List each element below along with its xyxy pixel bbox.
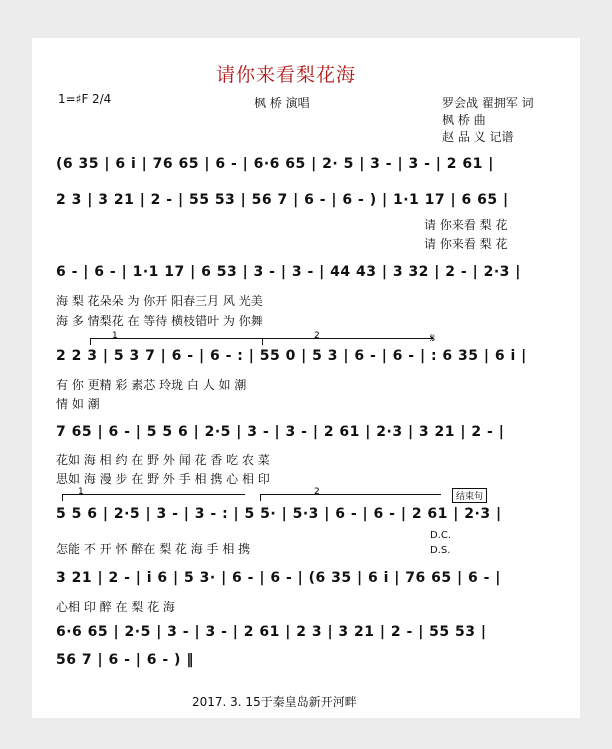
- lyrics-line-5-verse-2: 思如 海 漫 步 在 野 外 手 相 携 心 相 印: [56, 472, 270, 486]
- key-signature: 1=♯F: [58, 92, 89, 106]
- song-title: 请你来看梨花海: [216, 64, 357, 86]
- second-ending-bracket-2: [260, 494, 441, 501]
- score-sheet: [32, 38, 580, 718]
- score-line-1: (6 35 | 6 i | 76 65 | 6 - | 6·6 65 | 2· 5 | 3 - | 3 - | 2 61 |: [56, 156, 494, 172]
- date-place-note: 2017. 3. 15于秦皇岛新开河畔: [192, 695, 357, 709]
- score-line-9: 56 7 | 6 - | 6 - ) ‖: [56, 652, 194, 668]
- da-capo-mark: D.C.: [430, 530, 452, 541]
- lyricist-credit: 罗会战 翟拥军 词: [442, 96, 534, 110]
- score-line-7: 3 21 | 2 - | i 6 | 5 3· | 6 - | 6 - | (6 35 | 6 i | 76 65 | 6 - |: [56, 570, 501, 586]
- lyrics-line-2-verse-1: 请 你来看 梨 花: [424, 218, 508, 232]
- lyrics-line-7: 心相 印 醉 在 梨 花 海: [56, 600, 175, 614]
- score-line-2: 2 3 | 3 21 | 2 - | 55 53 | 56 7 | 6 - | 6 - ) | 1·1 17 | 6 65 |: [56, 192, 509, 208]
- performer-credit: 枫 桥 演唱: [254, 96, 310, 110]
- second-ending-bracket: [262, 338, 433, 345]
- second-ending-number: 2: [314, 331, 320, 341]
- score-line-6: 5 5 6 | 2·5 | 3 - | 3 - : | 5 5· | 5·3 | 6 - | 6 - | 2 61 | 2·3 |: [56, 506, 502, 522]
- composer-credit: 枫 桥 曲: [442, 113, 486, 127]
- first-ending-bracket-2: [62, 494, 245, 501]
- transcriber-credit: 赵 品 义 记谱: [442, 130, 514, 144]
- score-line-4: 2 2 3 | 5 3 7 | 6 - | 6 - : | 55 0 | 5 3 | 6 - | 6 - | : 6 35 | 6 i |: [56, 348, 527, 364]
- lyrics-line-6: 怎能 不 开 怀 醉在 梨 花 海 手 相 携: [56, 542, 251, 556]
- dal-segno-mark: D.S.: [430, 545, 451, 556]
- lyrics-line-2-verse-2: 请 你来看 梨 花: [424, 237, 508, 251]
- lyrics-line-5-verse-1: 花如 海 相 约 在 野 外 闻 花 香 吃 农 菜: [56, 453, 270, 467]
- lyrics-line-3-verse-1: 海 梨 花朵朵 为 你开 阳春三月 风 光美: [56, 294, 263, 308]
- segno-sign: 𝄋: [430, 331, 436, 345]
- lyrics-line-4-verse-1: 有 你 更精 彩 素芯 玲珑 白 人 如 潮: [56, 378, 247, 392]
- first-ending-number: 1: [112, 331, 118, 341]
- lyrics-line-4-verse-2: 情 如 潮: [56, 397, 100, 411]
- ending-phrase-label: 结束句: [452, 488, 487, 503]
- time-signature: 2/4: [92, 92, 112, 106]
- score-line-8: 6·6 65 | 2·5 | 3 - | 3 - | 2 61 | 2 3 | 3 21 | 2 - | 55 53 |: [56, 624, 487, 640]
- second-ending-number-2: 2: [314, 487, 320, 497]
- score-line-5: 7 65 | 6 - | 5 5 6 | 2·5 | 3 - | 3 - | 2 61 | 2·3 | 3 21 | 2 - |: [56, 424, 505, 440]
- first-ending-number-2: 1: [78, 487, 84, 497]
- score-line-3: 6 - | 6 - | 1·1 17 | 6 53 | 3 - | 3 - | 44 43 | 3 32 | 2 - | 2·3 |: [56, 264, 521, 280]
- lyrics-line-3-verse-2: 海 多 情梨花 在 等待 横枝错叶 为 你舞: [56, 314, 263, 328]
